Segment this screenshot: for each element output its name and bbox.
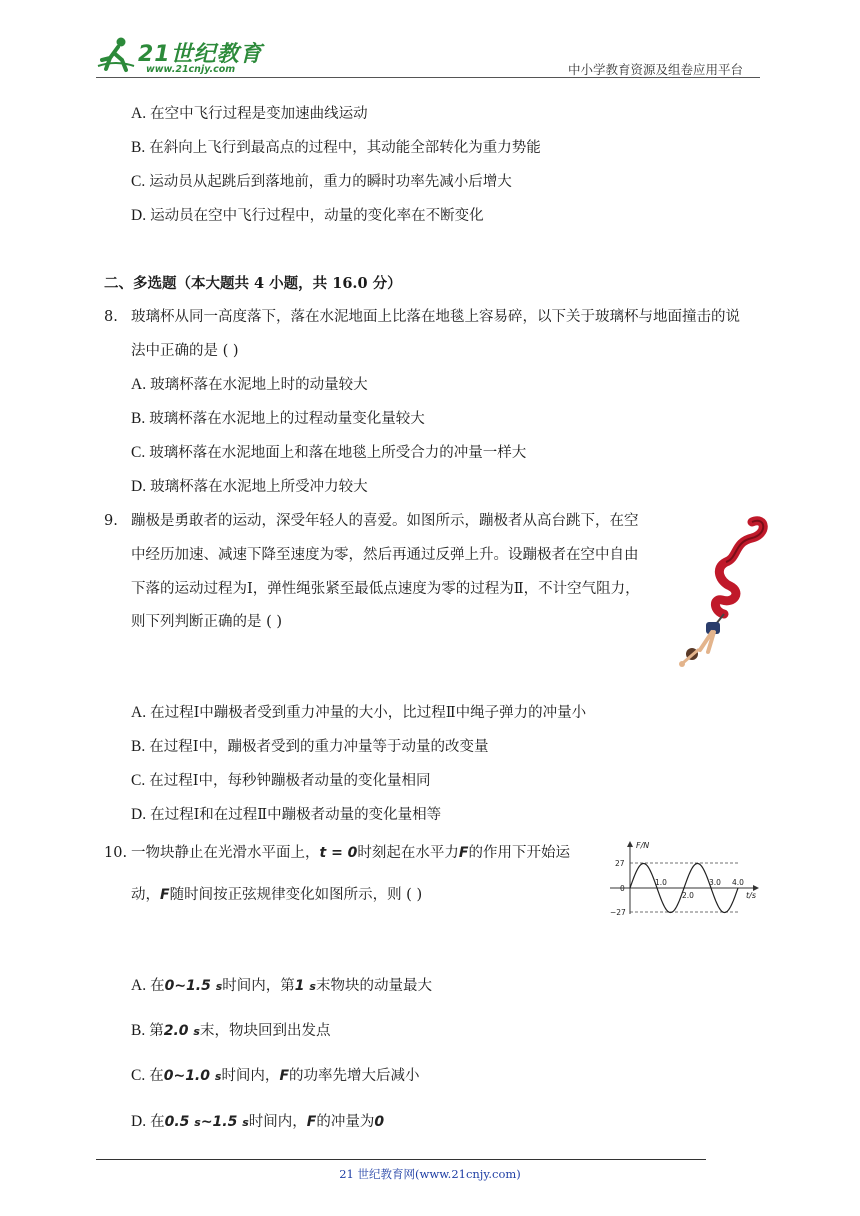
question-number: 8. bbox=[104, 309, 118, 325]
tick-label: 1.0 bbox=[655, 878, 667, 887]
bungee-jumper-illustration bbox=[668, 512, 778, 672]
q10-option-a: A. 在0∼1.5 s时间内，第1 s末物块的动量最大 bbox=[131, 977, 432, 994]
q8-option-c: C. 玻璃杯落在水泥地面上和落在地毯上所受合力的冲量一样大 bbox=[131, 444, 527, 461]
q10-option-b: B. 第2.0 s末，物块回到出发点 bbox=[131, 1022, 331, 1039]
question-stem: 法中正确的是 ( ) bbox=[131, 343, 239, 359]
q7-option-b: B. 在斜向上飞行到最高点的过程中，其动能全部转化为重力势能 bbox=[131, 139, 541, 156]
question-stem: 一物块静止在光滑水平面上，t = 0时刻起在水平力F的作用下开始运 bbox=[131, 845, 570, 861]
y-max-label: 27 bbox=[615, 859, 625, 868]
header-platform-text: 中小学教育资源及组卷应用平台 bbox=[568, 62, 744, 77]
site-logo-icon bbox=[96, 36, 136, 74]
q10-option-c: C. 在0∼1.0 s时间内，F的功率先增大后减小 bbox=[131, 1067, 420, 1084]
site-logo-url: www.21cnjy.com bbox=[146, 64, 236, 75]
question-number: 10. bbox=[104, 845, 128, 861]
site-logo-text: 21世纪教育 bbox=[138, 42, 263, 67]
q8-option-d: D. 玻璃杯落在水泥地上所受冲力较大 bbox=[131, 478, 368, 495]
question-stem: 蹦极是勇敢者的运动，深受年轻人的喜爱。如图所示，蹦极者从高台跳下，在空 bbox=[131, 513, 639, 529]
tick-label: 4.0 bbox=[732, 878, 744, 887]
question-stem: 玻璃杯从同一高度落下，落在水泥地面上比落在地毯上容易碎，以下关于玻璃杯与地面撞击的说 bbox=[131, 309, 740, 325]
q10-option-d: D. 在0.5 s∼1.5 s时间内，F的冲量为0 bbox=[131, 1113, 385, 1130]
question-stem: 动，F随时间按正弦规律变化如图所示，则 ( ) bbox=[131, 887, 423, 903]
header-divider bbox=[96, 77, 760, 78]
tick-label: 2.0 bbox=[682, 891, 694, 900]
q9-option-a: A. 在过程Ⅰ中蹦极者受到重力冲量的大小，比过程Ⅱ中绳子弹力的冲量小 bbox=[131, 704, 587, 721]
q7-option-a: A. 在空中飞行过程是变加速曲线运动 bbox=[131, 105, 368, 122]
x-axis-label: t/s bbox=[746, 891, 756, 900]
question-stem: 中经历加速、减速下降至速度为零，然后再通过反弹上升。设蹦极者在空中自由 bbox=[131, 547, 639, 563]
q8-option-b: B. 玻璃杯落在水泥地上的过程动量变化量较大 bbox=[131, 410, 425, 427]
tick-label: 3.0 bbox=[709, 878, 721, 887]
section-title: 二、多选题（本大题共 4 小题，共 16.0 分） bbox=[104, 275, 402, 292]
question-stem: 则下列判断正确的是 ( ) bbox=[131, 614, 283, 630]
q8-option-a: A. 玻璃杯落在水泥地上时的动量较大 bbox=[131, 376, 368, 393]
origin-label: 0 bbox=[620, 884, 625, 893]
q9-option-d: D. 在过程Ⅰ和在过程Ⅱ中蹦极者动量的变化量相等 bbox=[131, 806, 442, 823]
y-min-label: −27 bbox=[610, 908, 626, 917]
y-axis-label: F/N bbox=[636, 841, 650, 850]
q9-option-c: C. 在过程Ⅰ中，每秒钟蹦极者动量的变化量相同 bbox=[131, 772, 431, 789]
footer-divider bbox=[96, 1159, 706, 1160]
force-time-graph bbox=[606, 834, 766, 918]
q7-option-c: C. 运动员从起跳后到落地前，重力的瞬时功率先减小后增大 bbox=[131, 173, 512, 190]
question-stem: 下落的运动过程为Ⅰ，弹性绳张紧至最低点速度为零的过程为Ⅱ，不计空气阻力， bbox=[131, 581, 640, 597]
question-number: 9. bbox=[104, 513, 118, 529]
q7-option-d: D. 运动员在空中飞行过程中，动量的变化率在不断变化 bbox=[131, 207, 484, 224]
q9-option-b: B. 在过程Ⅰ中，蹦极者受到的重力冲量等于动量的改变量 bbox=[131, 738, 489, 755]
footer-text: 21 世纪教育网(www.21cnjy.com) bbox=[339, 1167, 521, 1181]
